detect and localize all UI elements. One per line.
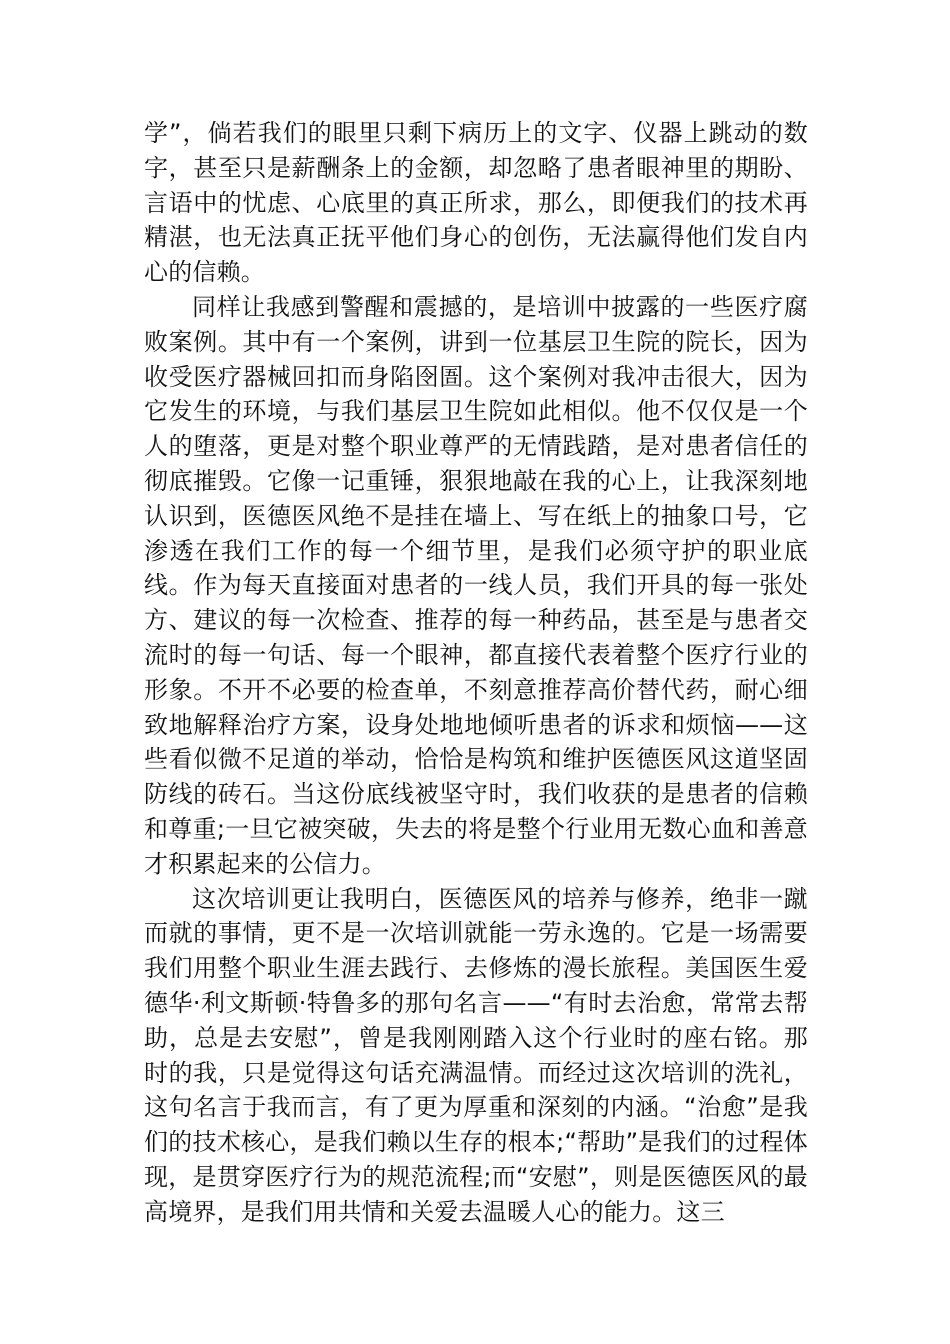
paragraph-1: 学”，倘若我们的眼里只剩下病历上的文字、仪器上跳动的数字，甚至只是薪酬条上的金额，却忽略了患者眼神里的期盼、言语中的忧虑、心底里的真正所求，那么，即便我们的技术再精湛，也无法真正抚平他们身心的创伤，无法赢得他们发自内心的信赖。 [144, 119, 808, 287]
paragraph-2: 同样让我感到警醒和震撼的，是培训中披露的一些医疗腐败案例。其中有一个案例，讲到一位基层卫生院的院长，因为收受医疗器械回扣而身陷囹圄。这个案例对我冲击很大，因为它发生的环境，与我们基层卫生院如此相似。他不仅仅是一个人的堕落，更是对整个职业尊严的无情践踏，是对患者信任的彻底摧毁。它像一记重锤，狠狠地敲在我的心上，让我深刻地认识到，医德医风绝不是挂在墙上、写在纸上的抽象口号，它渗透在我们工作的每一个细节里，是我们必须守护的职业底线。作为每天直接面对患者的一线人员，我们开具的每一张处方、建议的每一次检查、推荐的每一种药品，甚至是与患者交流时的每一句话、每一个眼神，都直接代表着整个医疗行业的形象。不开不必要的检查单，不刻意推荐高价替代药，耐心细致地解释治疗方案，设身处地地倾听患者的诉求和烦恼——这些看似微不足道的举动，恰恰是构筑和维护医德医风这道坚固防线的砖石。当这份底线被坚守时，我们收获的是患者的信赖和尊重;一旦它被突破，失去的将是整个行业用无数心血和善意才积累起来的公信力。 [144, 292, 808, 878]
paragraph-3: 这次培训更让我明白，医德医风的培养与修养，绝非一蹴而就的事情，更不是一次培训就能一劳永逸的。它是一场需要我们用整个职业生涯去践行、去修炼的漫长旅程。美国医生爱德华·利文斯顿·特鲁多的那句名言——“有时去治愈，常常去帮助，总是去安慰”，曾是我刚刚踏入这个行业时的座右铭。那时的我，只是觉得这句话充满温情。而经过这次培训的洗礼，这句名言于我而言，有了更为厚重和深刻的内涵。“治愈”是我们的技术核心，是我们赖以生存的根本;“帮助”是我们的过程体现，是贯穿医疗行为的规范流程;而“安慰”，则是医德医风的最高境界，是我们用共情和关爱去温暖人心的能力。这三 [144, 884, 808, 1226]
document-page [144, 116, 808, 1230]
